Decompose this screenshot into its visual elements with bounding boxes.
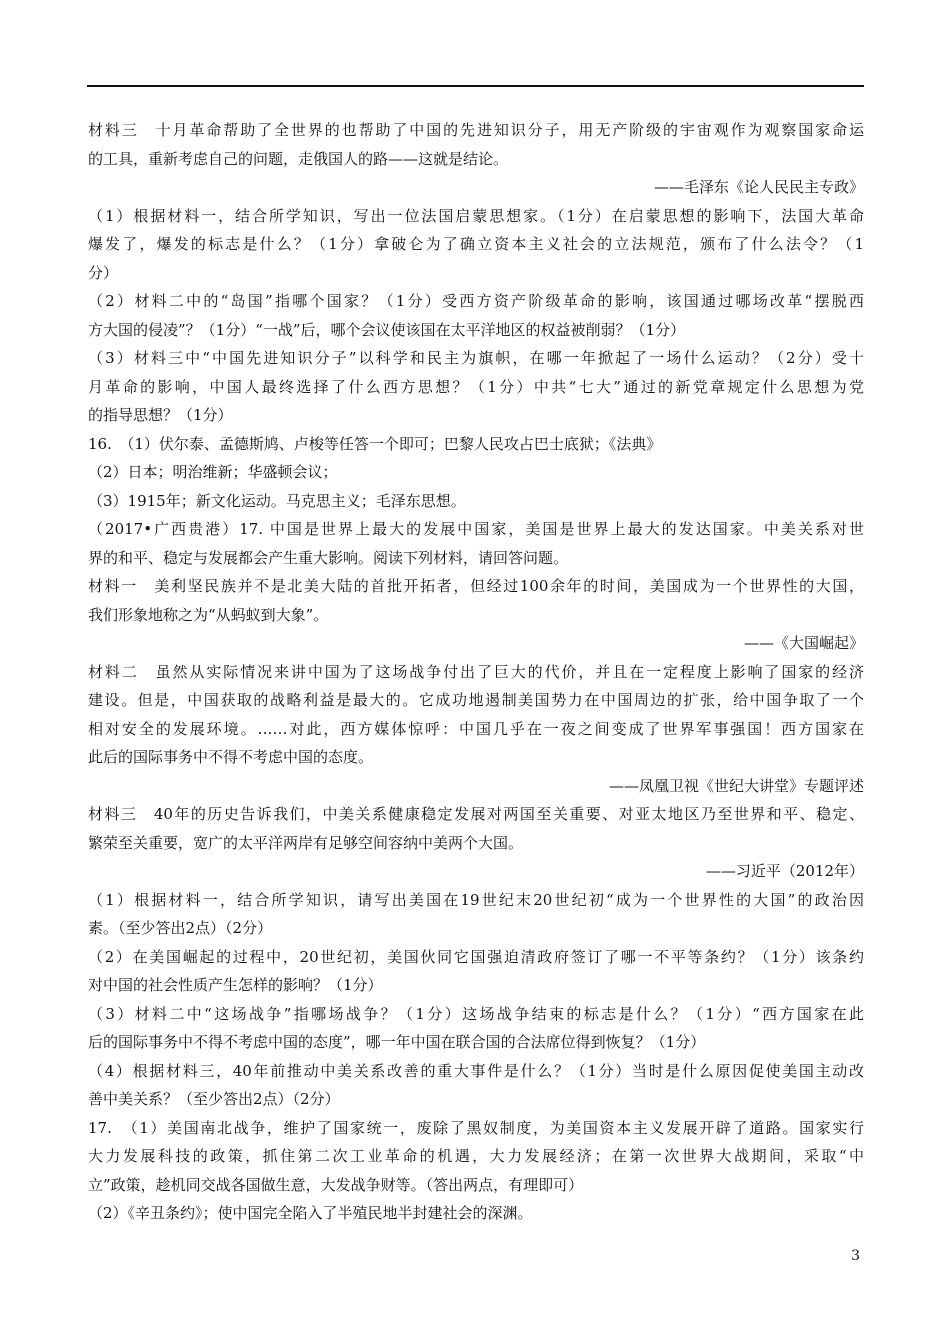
- source-attribution: ——习近平（2012年）: [705, 862, 864, 880]
- text-line: 对中国的社会性质产生怎样的影响？（1分）: [88, 976, 383, 994]
- source-attribution: ——毛泽东《论人民民主专政》: [653, 178, 864, 196]
- text-line: 的工具，重新考虑自己的问题，走俄国人的路——这就是结论。: [88, 149, 509, 168]
- header-rule: [87, 85, 864, 87]
- text-line: 界的和平、稳定与发展都会产生重大影响。阅读下列材料，请回答问题。: [88, 548, 569, 567]
- text-line: 17. （1）美国南北战争，维护了国家统一，废除了黑奴制度，为美国资本主义发展开辟了道路。国家实行: [88, 1118, 864, 1137]
- text-line: （2）在美国崛起的过程中，20世纪初，美国伙同它国强迫清政府签订了哪一不平等条约？（1分）该条约: [88, 947, 864, 966]
- text-line: （1）根据材料一，结合所学知识，写出一位法国启蒙思想家。（1分）在启蒙思想的影响下，法国大革命: [88, 206, 864, 225]
- text-line: 大力发展科技的政策，抓住第二次工业革命的机遇，大力发展经济；在第一次世界大战期间，采取“中: [88, 1147, 864, 1165]
- text-line: 爆发了，爆发的标志是什么？（1分）拿破仑为了确立资本主义社会的立法规范，颁布了什么法令？（1: [88, 235, 864, 253]
- text-line: （2）材料二中的“岛国”指哪个国家？（1分）受西方资产阶级革命的影响，该国通过哪场改革“摆脱西: [88, 292, 864, 310]
- text-line: 材料三 40年的历史告诉我们，中美关系健康稳定发展对两国至关重要、对亚太地区乃至世界和平、稳定、: [88, 805, 864, 823]
- text-line: 方大国的侵凌”？（1分）“一战”后，哪个会议使该国在太平洋地区的权益被削弱？（1分）: [88, 320, 686, 339]
- text-line: 建设。但是，中国获取的战略利益是最大的。它成功地遏制美国势力在中国周边的扩张，给中国争取了一个: [88, 691, 864, 709]
- text-line: （3）材料二中“这场战争”指哪场战争？（1分）这场战争结束的标志是什么？（1分）“西方国家在此: [88, 1004, 864, 1023]
- document-body: [88, 116, 864, 1228]
- text-line: 16. （1）伏尔泰、孟德斯鸠、卢梭等任答一个即可；巴黎人民攻占巴士底狱；《法典》: [88, 434, 662, 453]
- text-line: 分）: [88, 263, 119, 282]
- text-line: 后的国际事务中不得不考虑中国的态度”，哪一年中国在联合国的合法席位得到恢复？（1分）: [88, 1033, 706, 1051]
- text-line: 善中美关系？（至少答出2点）（2分）: [88, 1090, 340, 1108]
- source-attribution: ——《大国崛起》: [743, 634, 864, 652]
- text-line: 素。（至少答出2点）（2分）: [88, 919, 273, 937]
- text-line: （3）1915年；新文化运动。马克思主义；毛泽东思想。: [88, 491, 466, 510]
- text-line: （4）根据材料三，40年前推动中美关系改善的重大事件是什么？（1分）当时是什么原因促使美国主动改: [88, 1061, 864, 1080]
- text-line: 繁荣至关重要，宽广的太平洋两岸有足够空间容纳中美两个大国。: [88, 833, 524, 852]
- text-line: （3）材料三中“中国先进知识分子”以科学和民主为旗帜，在哪一年掀起了一场什么运动？（2分）受十: [88, 349, 864, 367]
- text-line: 材料一 美利坚民族并不是北美大陆的首批开拓者，但经过100余年的时间，美国成为一个世界性的大国，: [88, 577, 864, 595]
- text-line: 相对安全的发展环境。……对此，西方媒体惊呼：中国几乎在一夜之间变成了世界军事强国！西方国家在: [88, 719, 864, 738]
- text-line: 材料二 虽然从实际情况来讲中国为了这场战争付出了巨大的代价，并且在一定程度上影响了国家的经济: [88, 662, 864, 681]
- text-line: 立”政策，趁机同交战各国做生意，大发战争财等。（答出两点，有理即可）: [88, 1175, 584, 1194]
- text-line: （1）根据材料一，结合所学知识，请写出美国在19世纪末20世纪初“成为一个世界性的大国”的政治因: [88, 890, 864, 909]
- source-attribution: ——凤凰卫视《世纪大讲堂》专题评述: [608, 776, 864, 795]
- page-number: 3: [851, 1248, 860, 1264]
- text-line: 我们形象地称之为“从蚂蚁到大象”。: [88, 605, 329, 624]
- text-line: 月革命的影响，中国人最终选择了什么西方思想？（1分）中共“七大”通过的新党章规定什么思想为党: [88, 377, 864, 396]
- text-line: （2）《辛丑条约》；使中国完全陷入了半殖民地半封建社会的深渊。: [88, 1204, 533, 1222]
- text-line: 的指导思想？（1分）: [88, 406, 233, 424]
- text-line: 材料三 十月革命帮助了全世界的也帮助了中国的先进知识分子，用无产阶级的宇宙观作为观察国家命运: [88, 121, 864, 139]
- text-line: 此后的国际事务中不得不考虑中国的态度。: [88, 748, 374, 766]
- text-line: （2）日本；明治维新；华盛顿会议；: [88, 463, 338, 481]
- text-line: （2017•广西贵港）17. 中国是世界上最大的发展中国家，美国是世界上最大的发达国家。中美关系对世: [88, 520, 864, 538]
